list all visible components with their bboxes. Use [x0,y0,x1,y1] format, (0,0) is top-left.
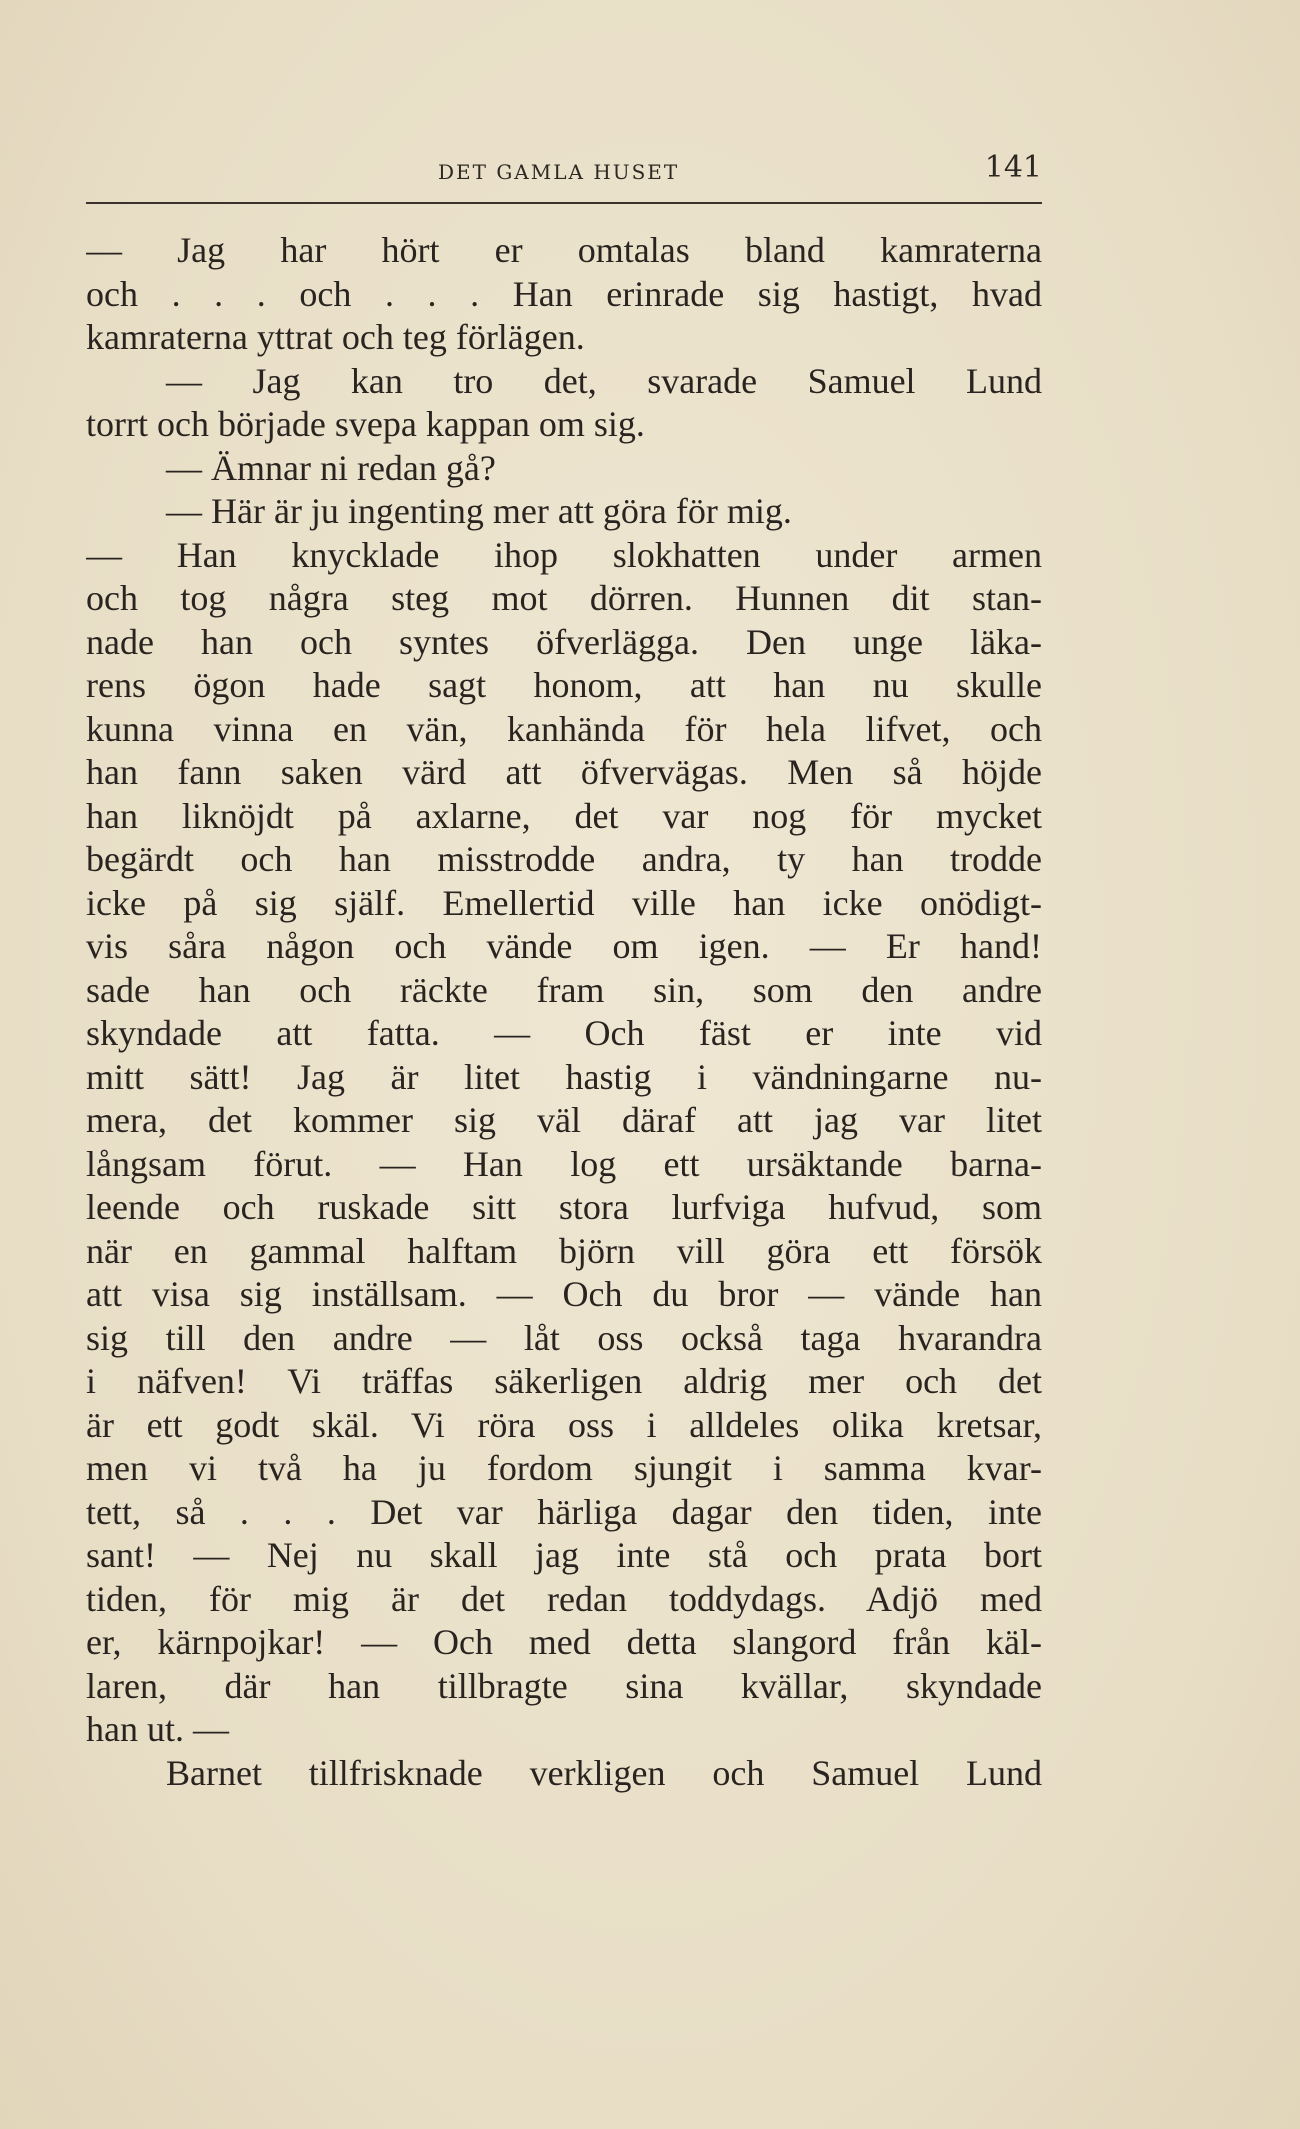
body-text [86,229,1042,1795]
text-line: rens ögon hade sagt honom, att han nu skulle [86,665,1042,705]
text-line: han liknöjdt på axlarne, det var nog för mycket [86,795,1042,836]
text-line: — Han knycklade ihop slokhatten under armen [86,534,1042,575]
text-line: att visa sig inställsam. — Och du bror — vände han [86,1274,1042,1314]
text-line: och . . . och . . . Han erinrade sig hastigt, hvad [86,273,1042,314]
text-line: kunna vinna en vän, kanhända för hela lifvet, och [86,708,1042,749]
text-line: torrt och började svepa kappan om sig. [86,404,645,444]
text-line: er, kärnpojkar! — Och med detta slangord från käl- [86,1622,1042,1662]
text-line: han ut. — [86,1709,229,1749]
text-line: Barnet tillfrisknade verkligen och Samuel Lund [166,1752,1042,1793]
text-line: nade han och syntes öfverlägga. Den unge läka- [86,621,1042,662]
text-line: — Ämnar ni redan gå? [166,447,496,488]
text-line: laren, där han tillbragte sina kvällar, skyndade [86,1665,1042,1706]
text-line: icke på sig själf. Emellertid ville han icke onödigt- [86,882,1042,923]
text-line: han fann saken värd att öfvervägas. Men så höjde [86,752,1042,792]
text-line: — Jag kan tro det, svarade Samuel Lund [166,360,1042,401]
text-line: i näfven! Vi träffas säkerligen aldrig mer och det [86,1361,1042,1401]
page-number: 141 [984,150,1042,185]
text-line: tett, så . . . Det var härliga dagar den tiden, inte [86,1491,1042,1532]
text-line: långsam förut. — Han log ett ursäktande barna- [86,1143,1042,1184]
text-line: sade han och räckte fram sin, som den andre [86,969,1042,1010]
text-line: mitt sätt! Jag är litet hastig i vändningarne nu- [86,1056,1042,1097]
text-line: — Här är ju ingenting mer att göra för mig. [166,491,792,531]
text-line: tiden, för mig är det redan toddydags. Adjö med [86,1578,1042,1619]
text-line: kamraterna yttrat och teg förlägen. [86,317,585,357]
text-line: leende och ruskade sitt stora lurfviga hufvud, som [86,1187,1042,1227]
text-line: och tog några steg mot dörren. Hunnen dit stan- [86,578,1042,618]
text-line: är ett godt skäl. Vi röra oss i alldeles olika kretsar, [86,1404,1042,1445]
page-header [86,150,1042,190]
header-rule [86,202,1042,204]
running-title: DET GAMLA HUSET [438,160,680,184]
text-line: sant! — Nej nu skall jag inte stå och prata bort [86,1535,1042,1575]
text-line: begärdt och han misstrodde andra, ty han trodde [86,839,1042,879]
text-line: skyndade att fatta. — Och fäst er inte vid [86,1013,1042,1053]
text-line: när en gammal halftam björn vill göra ett försök [86,1230,1042,1271]
text-line: mera, det kommer sig väl däraf att jag var litet [86,1100,1042,1140]
text-line: men vi två ha ju fordom sjungit i samma kvar- [86,1448,1042,1488]
text-line: vis såra någon och vände om igen. — Er hand! [86,926,1042,966]
text-line: — Jag har hört er omtalas bland kamraterna [86,230,1042,270]
text-line: sig till den andre — låt oss också taga hvarandra [86,1317,1042,1358]
